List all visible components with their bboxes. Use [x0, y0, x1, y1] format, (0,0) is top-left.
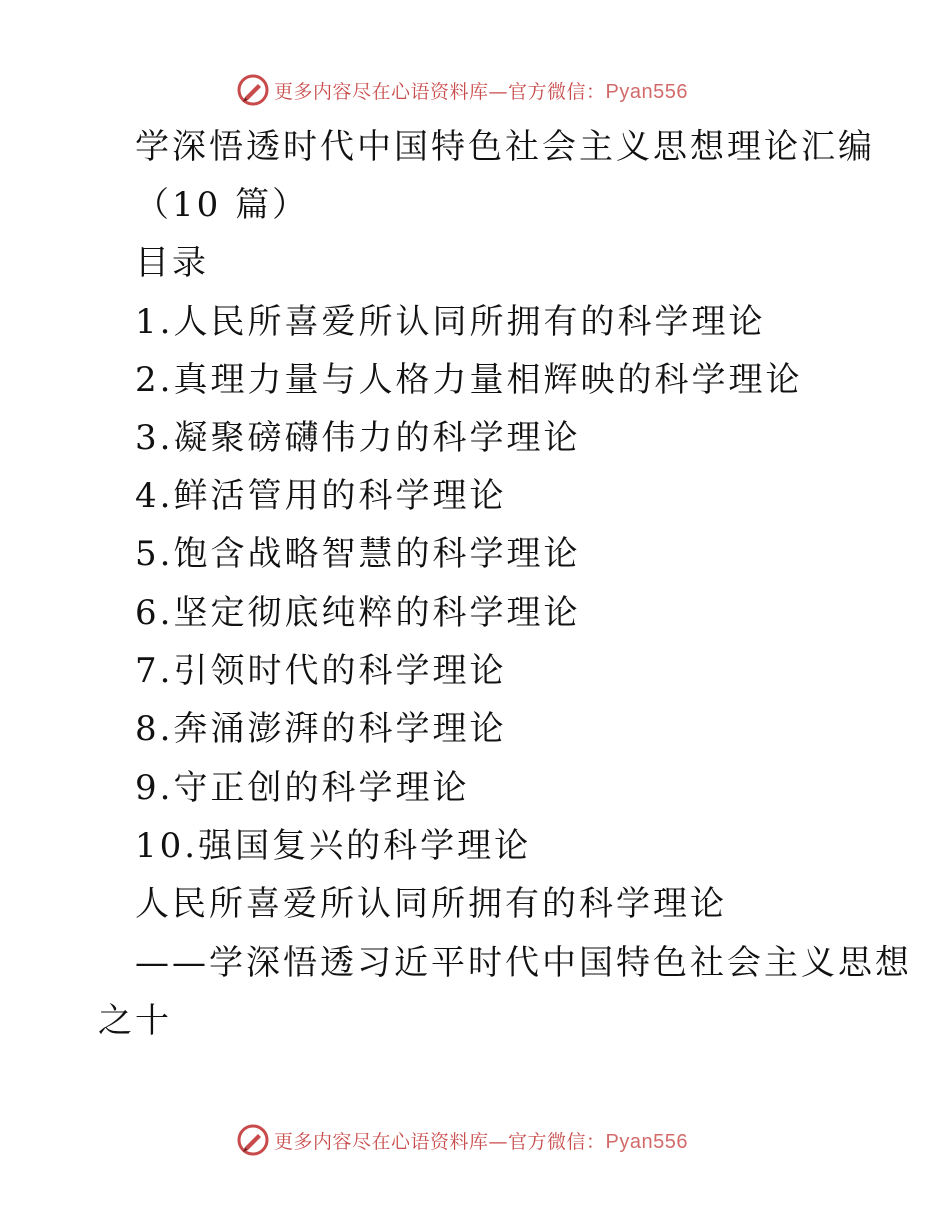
toc-heading: 目录 [135, 243, 209, 283]
wechat-id: Pyan556 [605, 80, 688, 103]
toc-item: 9.守正创的科学理论 [135, 768, 470, 808]
toc-item: 2.真理力量与人格力量相辉映的科学理论 [135, 360, 803, 400]
toc-item: 1.人民所喜爱所认同所拥有的科学理论 [135, 302, 766, 342]
pen-logo-icon [236, 1123, 270, 1157]
toc-item: 4.鲜活管用的科学理论 [135, 476, 507, 516]
pen-logo-icon [236, 73, 270, 107]
watermark-footer [0, 1120, 950, 1160]
document-title: 学深悟透时代中国特色社会主义思想理论汇编 [135, 127, 875, 167]
watermark-header [0, 70, 950, 110]
toc-item: 5.饱含战略智慧的科学理论 [135, 534, 581, 574]
toc-item: 7.引领时代的科学理论 [135, 651, 507, 691]
document-title-count: （10 篇） [135, 185, 310, 225]
toc-item: 6.坚定彻底纯粹的科学理论 [135, 593, 581, 633]
article-subtitle-continued: 之十 [98, 1001, 172, 1041]
toc-item: 3.凝聚磅礴伟力的科学理论 [135, 418, 581, 458]
toc-item: 10.强国复兴的科学理论 [135, 826, 532, 866]
article-subtitle: ——学深悟透习近平时代中国特色社会主义思想 [135, 943, 912, 983]
wechat-id: Pyan556 [605, 1130, 688, 1153]
watermark-text: 更多内容尽在心语资料库—官方微信：Pyan556 [274, 80, 688, 103]
watermark-text: 更多内容尽在心语资料库—官方微信：Pyan556 [274, 1130, 688, 1153]
toc-item: 8.奔涌澎湃的科学理论 [135, 709, 507, 749]
article-title: 人民所喜爱所认同所拥有的科学理论 [135, 884, 727, 924]
